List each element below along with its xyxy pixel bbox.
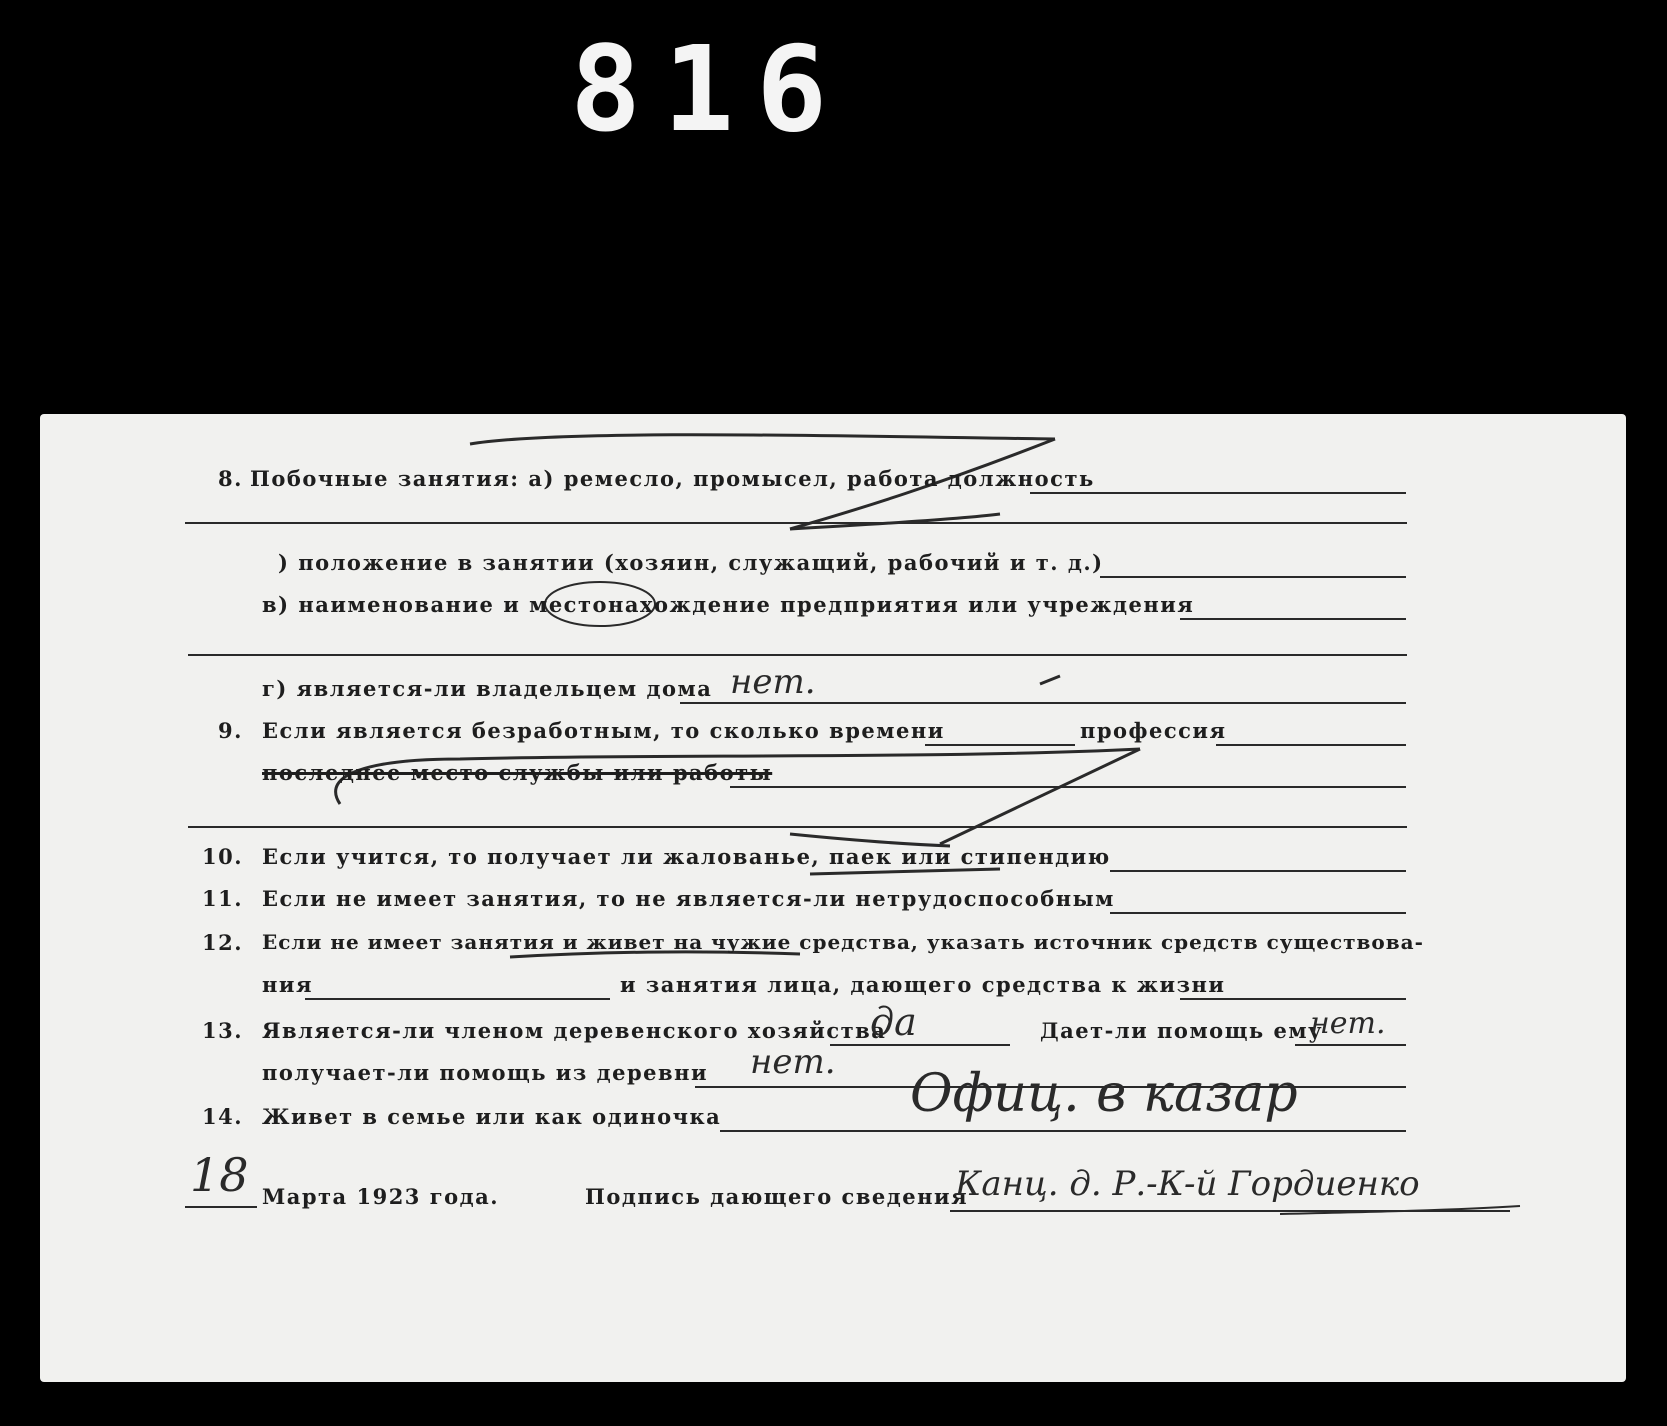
item9-profession-label: профессия [1080, 718, 1227, 743]
item8-v-line [1180, 618, 1406, 620]
item13-answer2: нет. [1310, 1006, 1386, 1041]
item12-line2b: и занятия лица, дающего средства к жизни [620, 972, 1226, 997]
item13-line2-label: получает-ли помощь из деревни [262, 1060, 709, 1085]
item8-g-line [680, 702, 1406, 704]
item12-line2a: ния [262, 972, 313, 997]
item11-line [1110, 912, 1406, 914]
item13-answer2-line [1295, 1044, 1406, 1046]
item10-number: 10. [202, 844, 244, 869]
item8-v-line2 [188, 654, 1407, 656]
item9-line3 [188, 826, 1407, 828]
item8-a-label: Побочные занятия: а) ремесло, промысел, работа должность [250, 466, 1095, 491]
item8-b-line [1100, 576, 1406, 578]
item14-label: Живет в семье или как одиночка [262, 1104, 722, 1129]
frame-number: 816 [570, 20, 850, 158]
item12-label: Если не имеет занятия и живет на чужие средства, указать источник средств существова- [262, 930, 1424, 954]
item10-label: Если учится, то получает ли жалованье, паек или стипендию [262, 844, 1111, 869]
item8-number: 8. [218, 466, 243, 491]
footer-day-line [185, 1206, 257, 1208]
item9-time-line [925, 744, 1075, 746]
item12-source-line [305, 998, 610, 1000]
item8-v-label: в) наименование и местонахождение предприятия или учреждения [262, 592, 1195, 617]
item13-number: 13. [202, 1018, 244, 1043]
item11-label: Если не имеет занятия, то не является-ли нетрудоспособным [262, 886, 1115, 911]
item9-profession-line [1216, 744, 1406, 746]
item9-line2-line [730, 786, 1406, 788]
item13-answer3: нет. [750, 1042, 836, 1082]
item8-a-line [1030, 492, 1406, 494]
census-form-card [40, 414, 1626, 1382]
item13-answer1-line [830, 1044, 1010, 1046]
footer-date: Марта 1923 года. [262, 1184, 500, 1209]
item12-number: 12. [202, 930, 244, 955]
item14-number: 14. [202, 1104, 244, 1129]
item11-number: 11. [202, 886, 244, 911]
item12-person-line [1180, 998, 1406, 1000]
footer-signature-line [950, 1210, 1510, 1212]
item8-g-label: г) является-ли владельцем дома [262, 676, 713, 701]
item14-answer: Офиц. в казар [910, 1064, 1298, 1124]
item8-b-label: ) положение в занятии (хозяин, служащий, рабочий и т. д.) [278, 550, 1104, 575]
item14-line [720, 1130, 1406, 1132]
item10-line [1110, 870, 1406, 872]
item13-answer1: да [870, 1000, 917, 1044]
item9-label: Если является безработным, то сколько времени [262, 718, 945, 743]
item9-line2-label: последнее место службы или работы [262, 760, 773, 785]
item9-number: 9. [218, 718, 243, 743]
footer-signature: Канц. д. Р.-К-й Гордиенко [955, 1164, 1420, 1204]
item8-g-answer: нет. [730, 662, 816, 702]
footer-day: 18 [190, 1148, 249, 1202]
item8-a-line2 [185, 522, 1407, 524]
item13-label: Является-ли членом деревенского хозяйства [262, 1018, 887, 1043]
item13-label2: Дает-ли помощь ему [1040, 1018, 1324, 1043]
footer-signature-label: Подпись дающего сведения [585, 1184, 969, 1209]
